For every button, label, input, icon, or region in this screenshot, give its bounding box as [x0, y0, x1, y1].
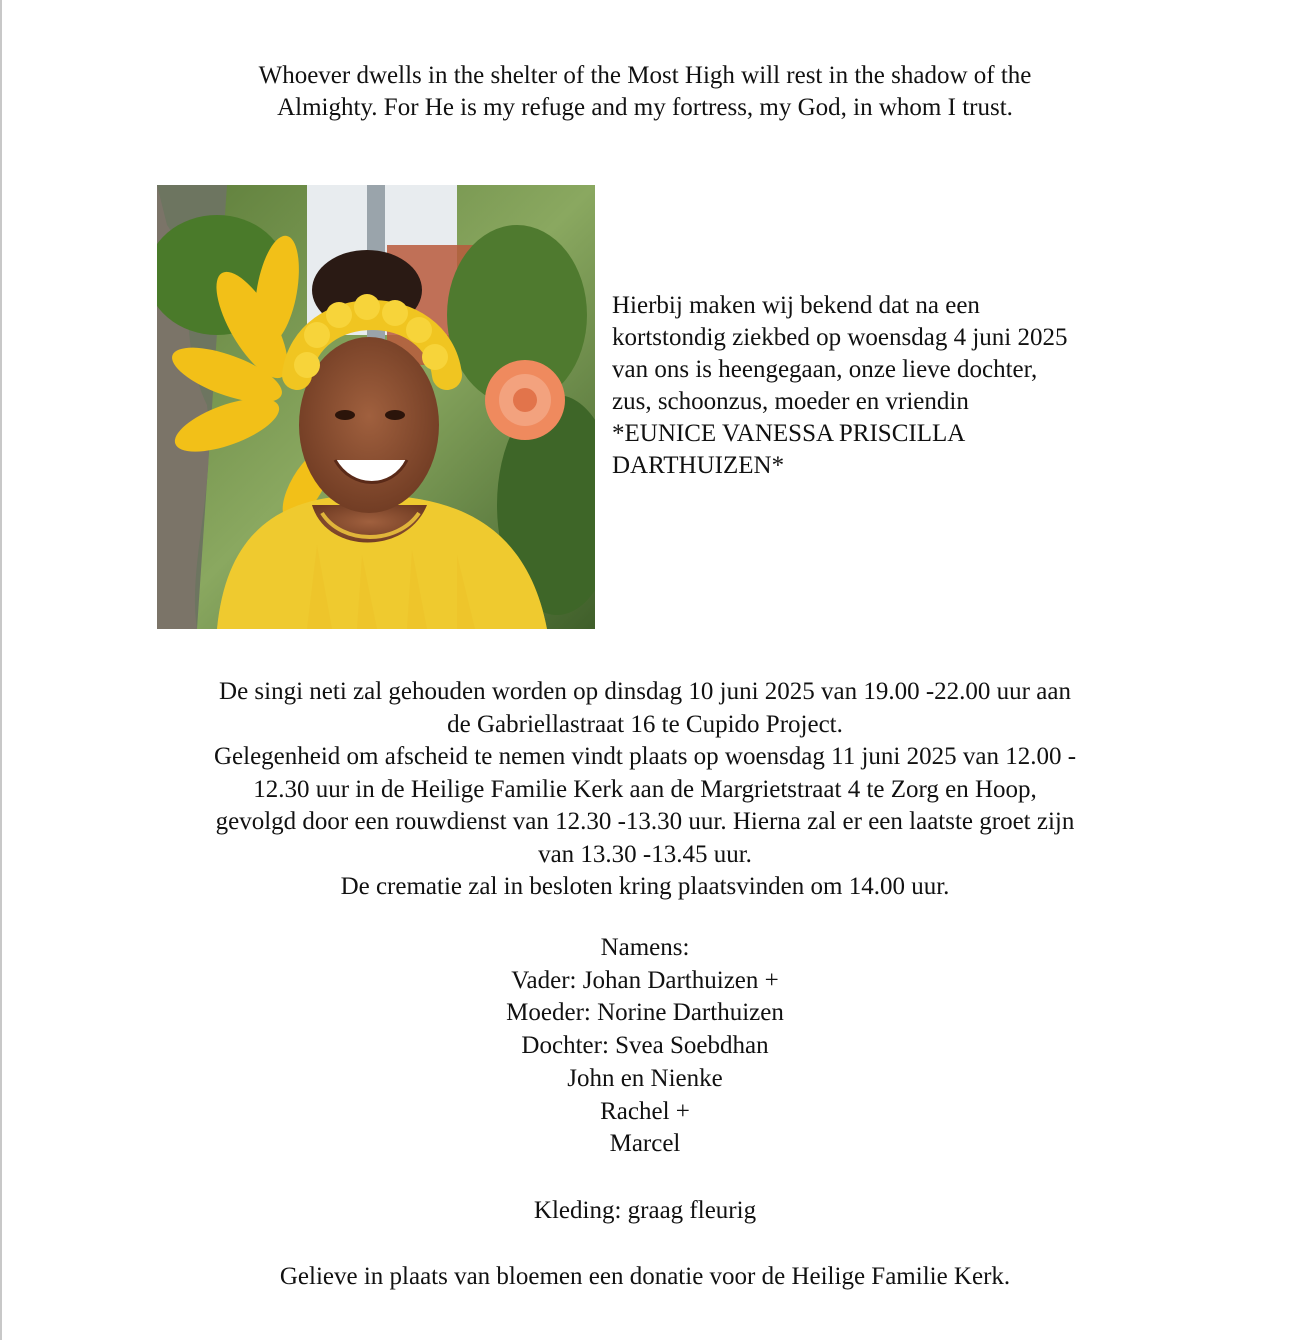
- family-member: Marcel: [609, 1130, 681, 1158]
- donation-request: Gelieve in plaats van bloemen een donatie voor de Heilige Familie Kerk.: [279, 1263, 1011, 1290]
- details-line: gevolgd door een rouwdienst van 12.30 -13.30 uur. Hierna zal er een laatste groet zijn: [215, 808, 1075, 835]
- family-member: Dochter: Svea Soebdhan: [521, 1032, 769, 1060]
- details-line: de Gabriellastraat 16 te Cupido Project.: [447, 710, 843, 738]
- family-heading: Namens:: [600, 934, 690, 961]
- bible-verse: [150, 60, 1140, 124]
- verse-line: Almighty. For He is my refuge and my fortress, my God, in whom I trust.: [277, 94, 1013, 121]
- deceased-surname: DARTHUIZEN*: [612, 452, 785, 479]
- service-details: [140, 676, 1150, 904]
- page-left-border: [0, 0, 2, 1340]
- announcement-line: zus, schoonzus, moeder en vriendin: [612, 388, 969, 415]
- portrait-photo: [157, 185, 595, 629]
- details-line: van 13.30 -13.45 uur.: [538, 840, 752, 868]
- dress-code: Kleding: graag fleurig: [533, 1197, 757, 1224]
- death-announcement: [612, 290, 1152, 482]
- family-member: Vader: Johan Darthuizen +: [511, 966, 779, 994]
- deceased-name: *EUNICE VANESSA PRISCILLA: [612, 420, 966, 447]
- portrait-illustration: [157, 185, 595, 629]
- announcement-line: Hierbij maken wij bekend dat na een: [612, 292, 980, 319]
- family-member: Moeder: Norine Darthuizen: [506, 999, 784, 1027]
- details-line: De crematie zal in besloten kring plaatsvinden om 14.00 uur.: [340, 873, 950, 900]
- announcement-line: van ons is heengegaan, onze lieve dochter,: [612, 356, 1038, 383]
- family-member: Rachel +: [600, 1097, 690, 1125]
- details-line: 12.30 uur in de Heilige Familie Kerk aan de Margrietstraat 4 te Zorg en Hoop,: [253, 775, 1037, 803]
- details-line: Gelegenheid om afscheid te nemen vindt plaats op woensdag 11 juni 2025 van 12.00 -: [213, 743, 1077, 770]
- announcement-line: kortstondig ziekbed op woensdag 4 juni 2025: [612, 324, 1068, 351]
- family-list: [340, 932, 950, 1161]
- details-line: De singi neti zal gehouden worden op dinsdag 10 juni 2025 van 19.00 -22.00 uur aan: [219, 678, 1071, 705]
- family-member: John en Nienke: [567, 1064, 723, 1092]
- verse-line: Whoever dwells in the shelter of the Most High will rest in the shadow of the: [258, 62, 1032, 89]
